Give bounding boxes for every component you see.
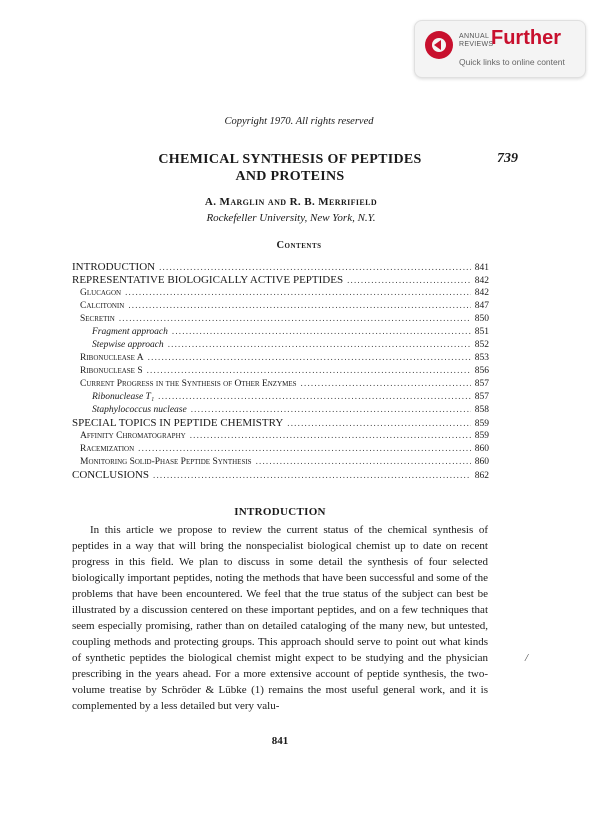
page-number-top: 739 [497,151,518,166]
toc-entry[interactable] [72,313,489,326]
toc-leader [172,326,471,336]
toc-entry-label: Staphylococcus nuclease [92,405,187,415]
toc-entry-page: 857 [474,392,489,402]
article-title [90,151,490,185]
toc-entry[interactable] [72,287,489,300]
contents-heading: Contents [276,240,322,251]
toc-leader [119,313,471,323]
toc-entry-label: REPRESENTATIVE BIOLOGICALLY ACTIVE PEPTIDES [72,274,344,286]
toc-entry-page: 856 [474,366,489,376]
toc-entry-label: Glucagon [80,288,122,298]
further-label[interactable]: Further [491,27,561,49]
title-line-1: CHEMICAL SYNTHESIS OF PEPTIDES [158,152,422,167]
toc-entry-page: 847 [474,301,489,311]
toc-entry-label: Ribonuclease A [80,353,144,363]
toc-entry-page: 860 [474,444,489,454]
toc-leader [148,352,471,362]
page-number-footer: 841 [271,735,289,747]
toc-leader [125,287,471,297]
table-of-contents [72,261,489,482]
toc-entry-label: Stepwise approach [92,340,164,350]
toc-entry-page: 859 [474,419,489,429]
toc-entry[interactable] [72,469,489,482]
toc-leader [190,430,471,440]
margin-mark: / [525,652,529,664]
toc-entry-page: 857 [474,379,489,389]
toc-entry-label: CONCLUSIONS [72,469,150,481]
toc-entry[interactable] [72,352,489,365]
toc-leader [287,418,470,428]
toc-entry-page: 850 [474,314,489,324]
copyright-notice: Copyright 1970. All rights reserved [224,116,374,127]
toc-entry-page: 853 [474,353,489,363]
toc-leader [168,339,471,349]
toc-leader [301,378,471,388]
toc-entry[interactable] [72,391,489,404]
toc-entry[interactable] [72,261,489,274]
toc-entry-page: 859 [474,431,489,441]
toc-leader [153,470,471,480]
toc-entry-page: 842 [474,276,489,286]
toc-entry[interactable] [72,456,489,469]
annual-reviews-wordmark: ANNUAL REVIEWS [459,33,494,48]
toc-leader [128,300,470,310]
toc-entry-page: 851 [474,327,489,337]
toc-entry-label: Calcitonin [80,301,125,311]
toc-entry-page: 858 [474,405,489,415]
toc-leader [158,391,471,401]
authors: A. Marglin and R. B. Merrifield [204,196,378,208]
toc-entry[interactable] [72,339,489,352]
toc-entry-label: SPECIAL TOPICS IN PEPTIDE CHEMISTRY [72,417,284,429]
toc-entry-label: Fragment approach [92,327,168,337]
toc-entry[interactable] [72,274,489,287]
affiliation: Rockefeller University, New York, N.Y. [206,212,376,224]
toc-entry-page: 862 [474,471,489,481]
toc-leader [347,275,471,285]
body-paragraph: In this article we propose to review the current status of the chemical synthesis of peptides in a way that will bring the nonspecialist biological chemist up to date on recent progress in this field. We plan to discuss in some detail the synthesis of four selected biologically important peptides, noting the methods that have been successful and some of the problems that have been encountered. We feel that the true status of the subject can best be illustrated by a discussion centered on these important peptides, and on a few techniques that seem especially promising, rather than on detailed cataloging of the many new, but untested, coupling methods and protecting groups. This approach should serve to point out what kinds of synthetic peptides the biological chemist might expect to be studying and the physician prescribing in the years ahead. For a more extensive account of peptide synthesis, the two-volume treatise by Schröder & Lübke (1) remains the most useful general work, and it is complemented by a less detailed but very valu- [72,524,488,712]
toc-entry-page: 842 [474,288,489,298]
toc-entry[interactable] [72,417,489,430]
toc-entry-page: 841 [474,263,489,273]
toc-leader [256,456,471,466]
toc-leader [159,262,471,272]
toc-entry-label: Secretin [80,314,115,324]
toc-entry-label: Ribonuclease T₁ [92,392,155,402]
toc-leader [138,443,471,453]
toc-entry[interactable] [72,430,489,443]
toc-entry-page: 860 [474,457,489,467]
toc-entry[interactable] [72,365,489,378]
toc-entry-label: Current Progress in the Synthesis of Other Enzymes [80,379,297,389]
further-banner[interactable] [414,20,586,78]
toc-entry-label: INTRODUCTION [72,261,156,273]
annual-reviews-logo-icon [425,31,453,59]
section-heading: INTRODUCTION [234,506,326,518]
title-line-2: AND PROTEINS [235,169,345,184]
toc-entry[interactable] [72,404,489,417]
toc-entry-label: Racemization [80,444,135,454]
toc-entry[interactable] [72,326,489,339]
toc-entry-page: 852 [474,340,489,350]
toc-leader [191,404,471,414]
toc-entry[interactable] [72,300,489,313]
toc-entry-label: Monitoring Solid-Phase Peptide Synthesis [80,457,252,467]
toc-leader [147,365,471,375]
toc-entry-label: Ribonuclease S [80,366,143,376]
toc-entry[interactable] [72,443,489,456]
toc-entry[interactable] [72,378,489,391]
quick-links-label[interactable]: Quick links to online content [459,57,565,67]
toc-entry-label: Affinity Chromatography [80,431,186,441]
